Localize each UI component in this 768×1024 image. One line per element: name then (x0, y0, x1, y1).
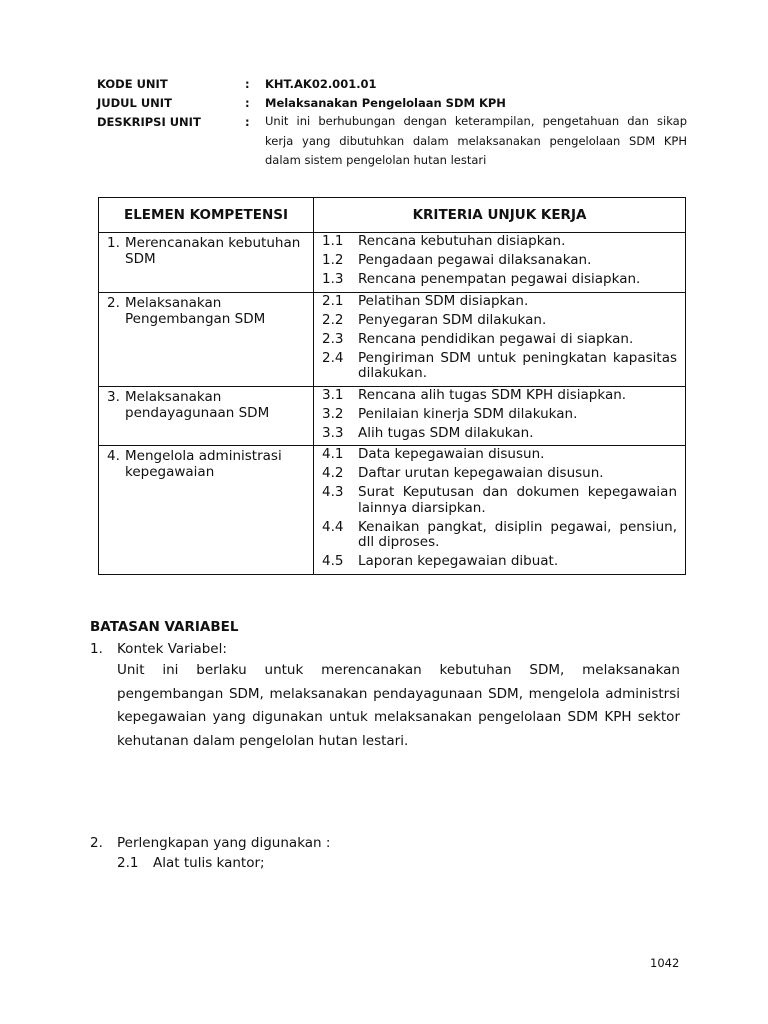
element-cell (99, 233, 314, 293)
criteria-text: Data kepegawaian disusun. (358, 446, 545, 462)
criteria-text: Daftar urutan kepegawaian disusun. (358, 465, 604, 481)
criteria-text: Rencana alih tugas SDM KPH disiapkan. (358, 386, 627, 403)
table-row (99, 446, 686, 575)
criteria-item (322, 272, 677, 288)
table-row (99, 233, 686, 293)
criteria-cell (314, 233, 686, 293)
criteria-item (322, 520, 677, 551)
deskripsi-unit-row (97, 114, 687, 171)
criteria-number: 1.3 (322, 271, 344, 287)
header-elemen: ELEMEN KOMPETENSI (99, 198, 314, 233)
criteria-item (322, 426, 677, 442)
list-label: Kontek Variabel: (117, 641, 227, 657)
element-text: Melaksanakan pendayagunaan SDM (125, 388, 270, 421)
criteria-number: 2.3 (322, 330, 344, 347)
criteria-number: 2.4 (322, 349, 344, 366)
criteria-text: Rencana kebutuhan disiapkan. (358, 233, 566, 249)
criteria-number: 4.1 (322, 446, 344, 462)
criteria-item (322, 466, 677, 482)
criteria-number: 3.1 (322, 386, 344, 403)
element-cell (99, 292, 314, 386)
header-kriteria: KRITERIA UNJUK KERJA (314, 198, 686, 233)
element-number: 2. (107, 294, 120, 311)
criteria-number: 2.1 (322, 292, 344, 309)
list-label: Perlengkapan yang digunakan : (117, 835, 331, 851)
criteria-item (322, 388, 677, 404)
list-number: 2. (90, 835, 103, 851)
element-number: 3. (107, 388, 120, 405)
competency-table (98, 197, 686, 575)
sub-list-number: 2.1 (117, 855, 139, 871)
deskripsi-unit-value: Unit ini berhubungan dengan keterampilan, pengetahuan dan sikap kerja yang dibutuhkan dalam melaksanakan pengelolaan SDM KPH dalam sistem pengelolan hutan lestari (265, 114, 687, 167)
criteria-text: Penyegaran SDM dilakukan. (358, 311, 547, 328)
table-row (99, 386, 686, 446)
element-number: 1. (107, 235, 120, 251)
sub-list-item (117, 853, 680, 873)
element-cell (99, 446, 314, 575)
sub-list-text: Alat tulis kantor; (153, 855, 265, 871)
kode-unit-label: KODE UNIT (97, 77, 168, 91)
kode-unit-row (97, 76, 687, 92)
kode-unit-value: KHT.AK02.001.01 (265, 77, 377, 91)
list-item (90, 833, 680, 853)
criteria-text: Pengiriman SDM untuk peningkatan kapasitas dilakukan. (358, 349, 677, 381)
criteria-text: Penilaian kinerja SDM dilakukan. (358, 405, 578, 422)
criteria-item (322, 313, 677, 329)
criteria-text: Rencana penempatan pegawai disiapkan. (358, 271, 641, 287)
criteria-number: 4.3 (322, 484, 344, 500)
element-cell (99, 386, 314, 446)
criteria-cell (314, 446, 686, 575)
criteria-item (322, 234, 677, 250)
criteria-cell (314, 292, 686, 386)
criteria-number: 3.3 (322, 424, 344, 441)
colon: : (245, 77, 250, 91)
criteria-item (322, 407, 677, 423)
criteria-text: Pelatihan SDM disiapkan. (358, 292, 529, 309)
criteria-item (322, 447, 677, 463)
criteria-number: 3.2 (322, 405, 344, 422)
criteria-item (322, 351, 677, 382)
page-number: 1042 (650, 956, 680, 970)
deskripsi-unit-label: DESKRIPSI UNIT (97, 115, 201, 129)
judul-unit-value: Melaksanakan Pengelolaan SDM KPH (265, 96, 506, 110)
judul-unit-row (97, 95, 687, 111)
colon: : (245, 115, 250, 129)
criteria-text: Pengadaan pegawai dilaksanakan. (358, 252, 592, 268)
context-paragraph: Unit ini berlaku untuk merencanakan kebutuhan SDM, melaksanakan pengembangan SDM, melaksanakan pendayagunaan SDM, mengelola administrsi kepegawaian yang digunakan untuk melaksanakan pengelolaan SDM KPH sektor kehutanan dalam pengelolan hutan lestari. (117, 662, 680, 749)
criteria-number: 4.2 (322, 465, 344, 481)
element-number: 4. (107, 448, 120, 464)
list-number: 1. (90, 641, 103, 657)
criteria-item (322, 294, 677, 310)
table-row (99, 292, 686, 386)
criteria-text: Kenaikan pangkat, disiplin pegawai, pensiun, dll diproses. (358, 518, 677, 550)
judul-unit-label: JUDUL UNIT (97, 96, 172, 110)
criteria-number: 1.1 (322, 233, 344, 249)
element-text: Merencanakan kebutuhan SDM (125, 235, 301, 267)
criteria-item (322, 332, 677, 348)
criteria-text: Laporan kepegawaian dibuat. (358, 553, 559, 569)
batasan-variabel-section (90, 617, 680, 873)
criteria-item (322, 554, 677, 570)
colon: : (245, 96, 250, 110)
criteria-item (322, 485, 677, 516)
criteria-number: 4.4 (322, 518, 344, 535)
criteria-number: 2.2 (322, 311, 344, 328)
criteria-text: Surat Keputusan dan dokumen kepegawaian lainnya diarsipkan. (358, 484, 677, 516)
criteria-item (322, 253, 677, 269)
element-text: Melaksanakan Pengembangan SDM (125, 294, 266, 327)
criteria-text: Alih tugas SDM dilakukan. (358, 424, 534, 441)
criteria-number: 4.5 (322, 553, 344, 569)
criteria-cell (314, 386, 686, 446)
section-title: BATASAN VARIABEL (90, 619, 239, 635)
criteria-text: Rencana pendidikan pegawai di siapkan. (358, 330, 634, 347)
list-item (90, 639, 680, 659)
element-text: Mengelola administrasi kepegawaian (125, 448, 282, 480)
criteria-number: 1.2 (322, 252, 344, 268)
unit-header (97, 76, 687, 174)
table-header-row (99, 198, 686, 233)
